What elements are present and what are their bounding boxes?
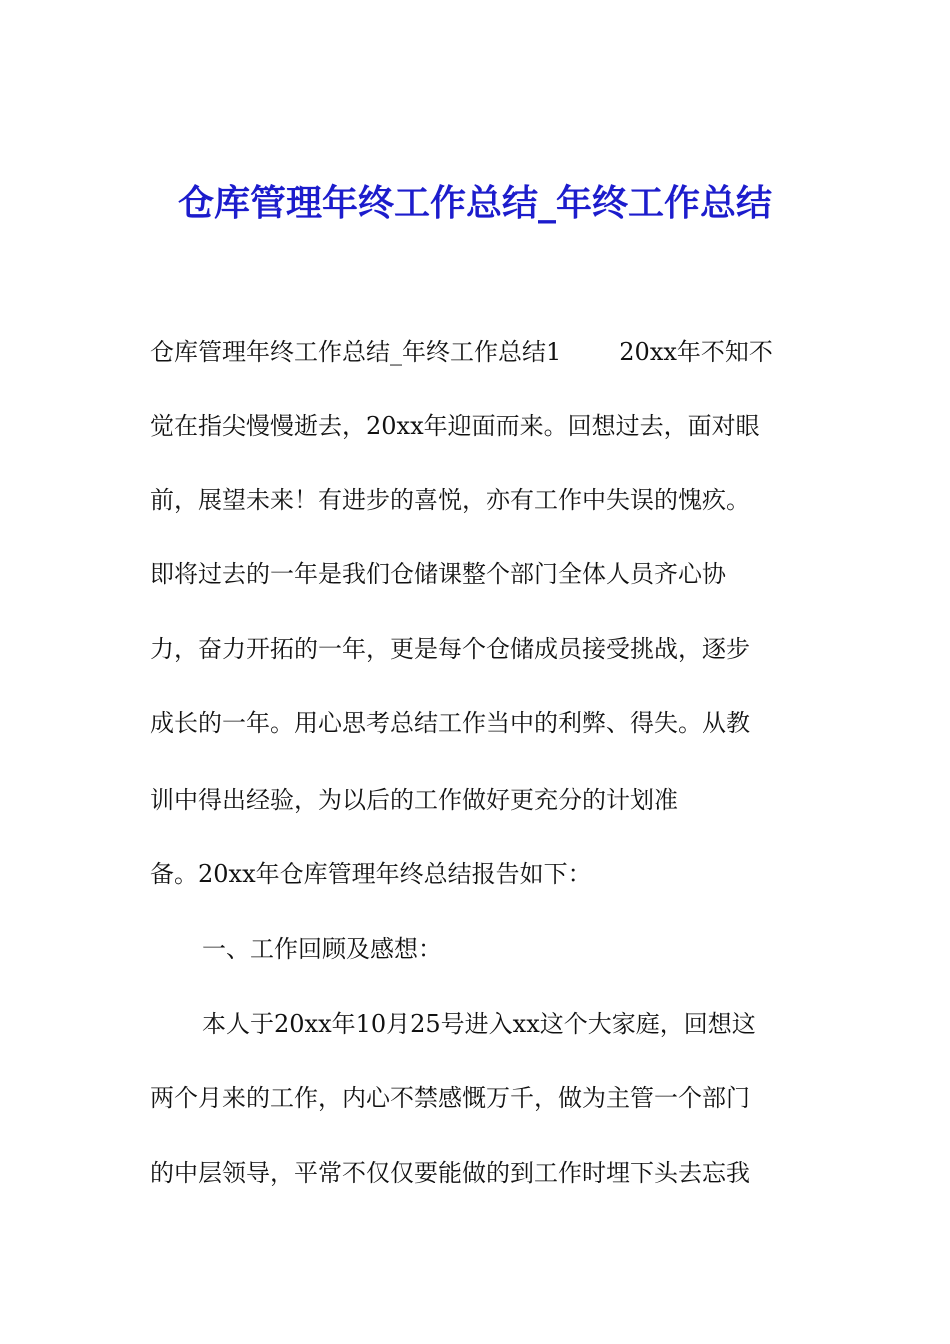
paragraph-line-7: 训中得出经验，为以后的工作做好更充分的计划准 <box>150 786 678 814</box>
paragraph-heading-text: 仓库管理年终工作总结_年终工作总结1 <box>150 338 562 366</box>
paragraph-line-8: 备。20xx年仓库管理年终总结报告如下： <box>150 860 592 888</box>
paragraph-line-3: 前，展望未来！有进步的喜悦，亦有工作中失误的愧疚。 <box>150 486 750 514</box>
section-heading: 一、工作回顾及感想： <box>202 935 442 963</box>
document-title: 仓库管理年终工作总结_年终工作总结 <box>177 182 772 224</box>
paragraph-line-1 <box>150 334 773 370</box>
paragraph-line-4: 即将过去的一年是我们仓储课整个部门全体人员齐心协 <box>150 560 726 588</box>
paragraph-line-5: 力，奋力开拓的一年，更是每个仓储成员接受挑战，逐步 <box>150 635 750 663</box>
paragraph-text: 20xx年不知不 <box>619 338 773 366</box>
paragraph-line-10: 两个月来的工作，内心不禁感慨万千，做为主管一个部门 <box>150 1084 750 1112</box>
paragraph-line-6: 成长的一年。用心思考总结工作当中的利弊、得失。从教 <box>150 709 750 737</box>
paragraph-line-2: 觉在指尖慢慢逝去，20xx年迎面而来。回想过去，面对眼 <box>150 412 760 440</box>
paragraph-line-11: 的中层领导，平常不仅仅要能做的到工作时埋下头去忘我 <box>150 1159 750 1187</box>
paragraph-line-9: 本人于20xx年10月25号进入xx这个大家庭，回想这 <box>202 1010 756 1038</box>
